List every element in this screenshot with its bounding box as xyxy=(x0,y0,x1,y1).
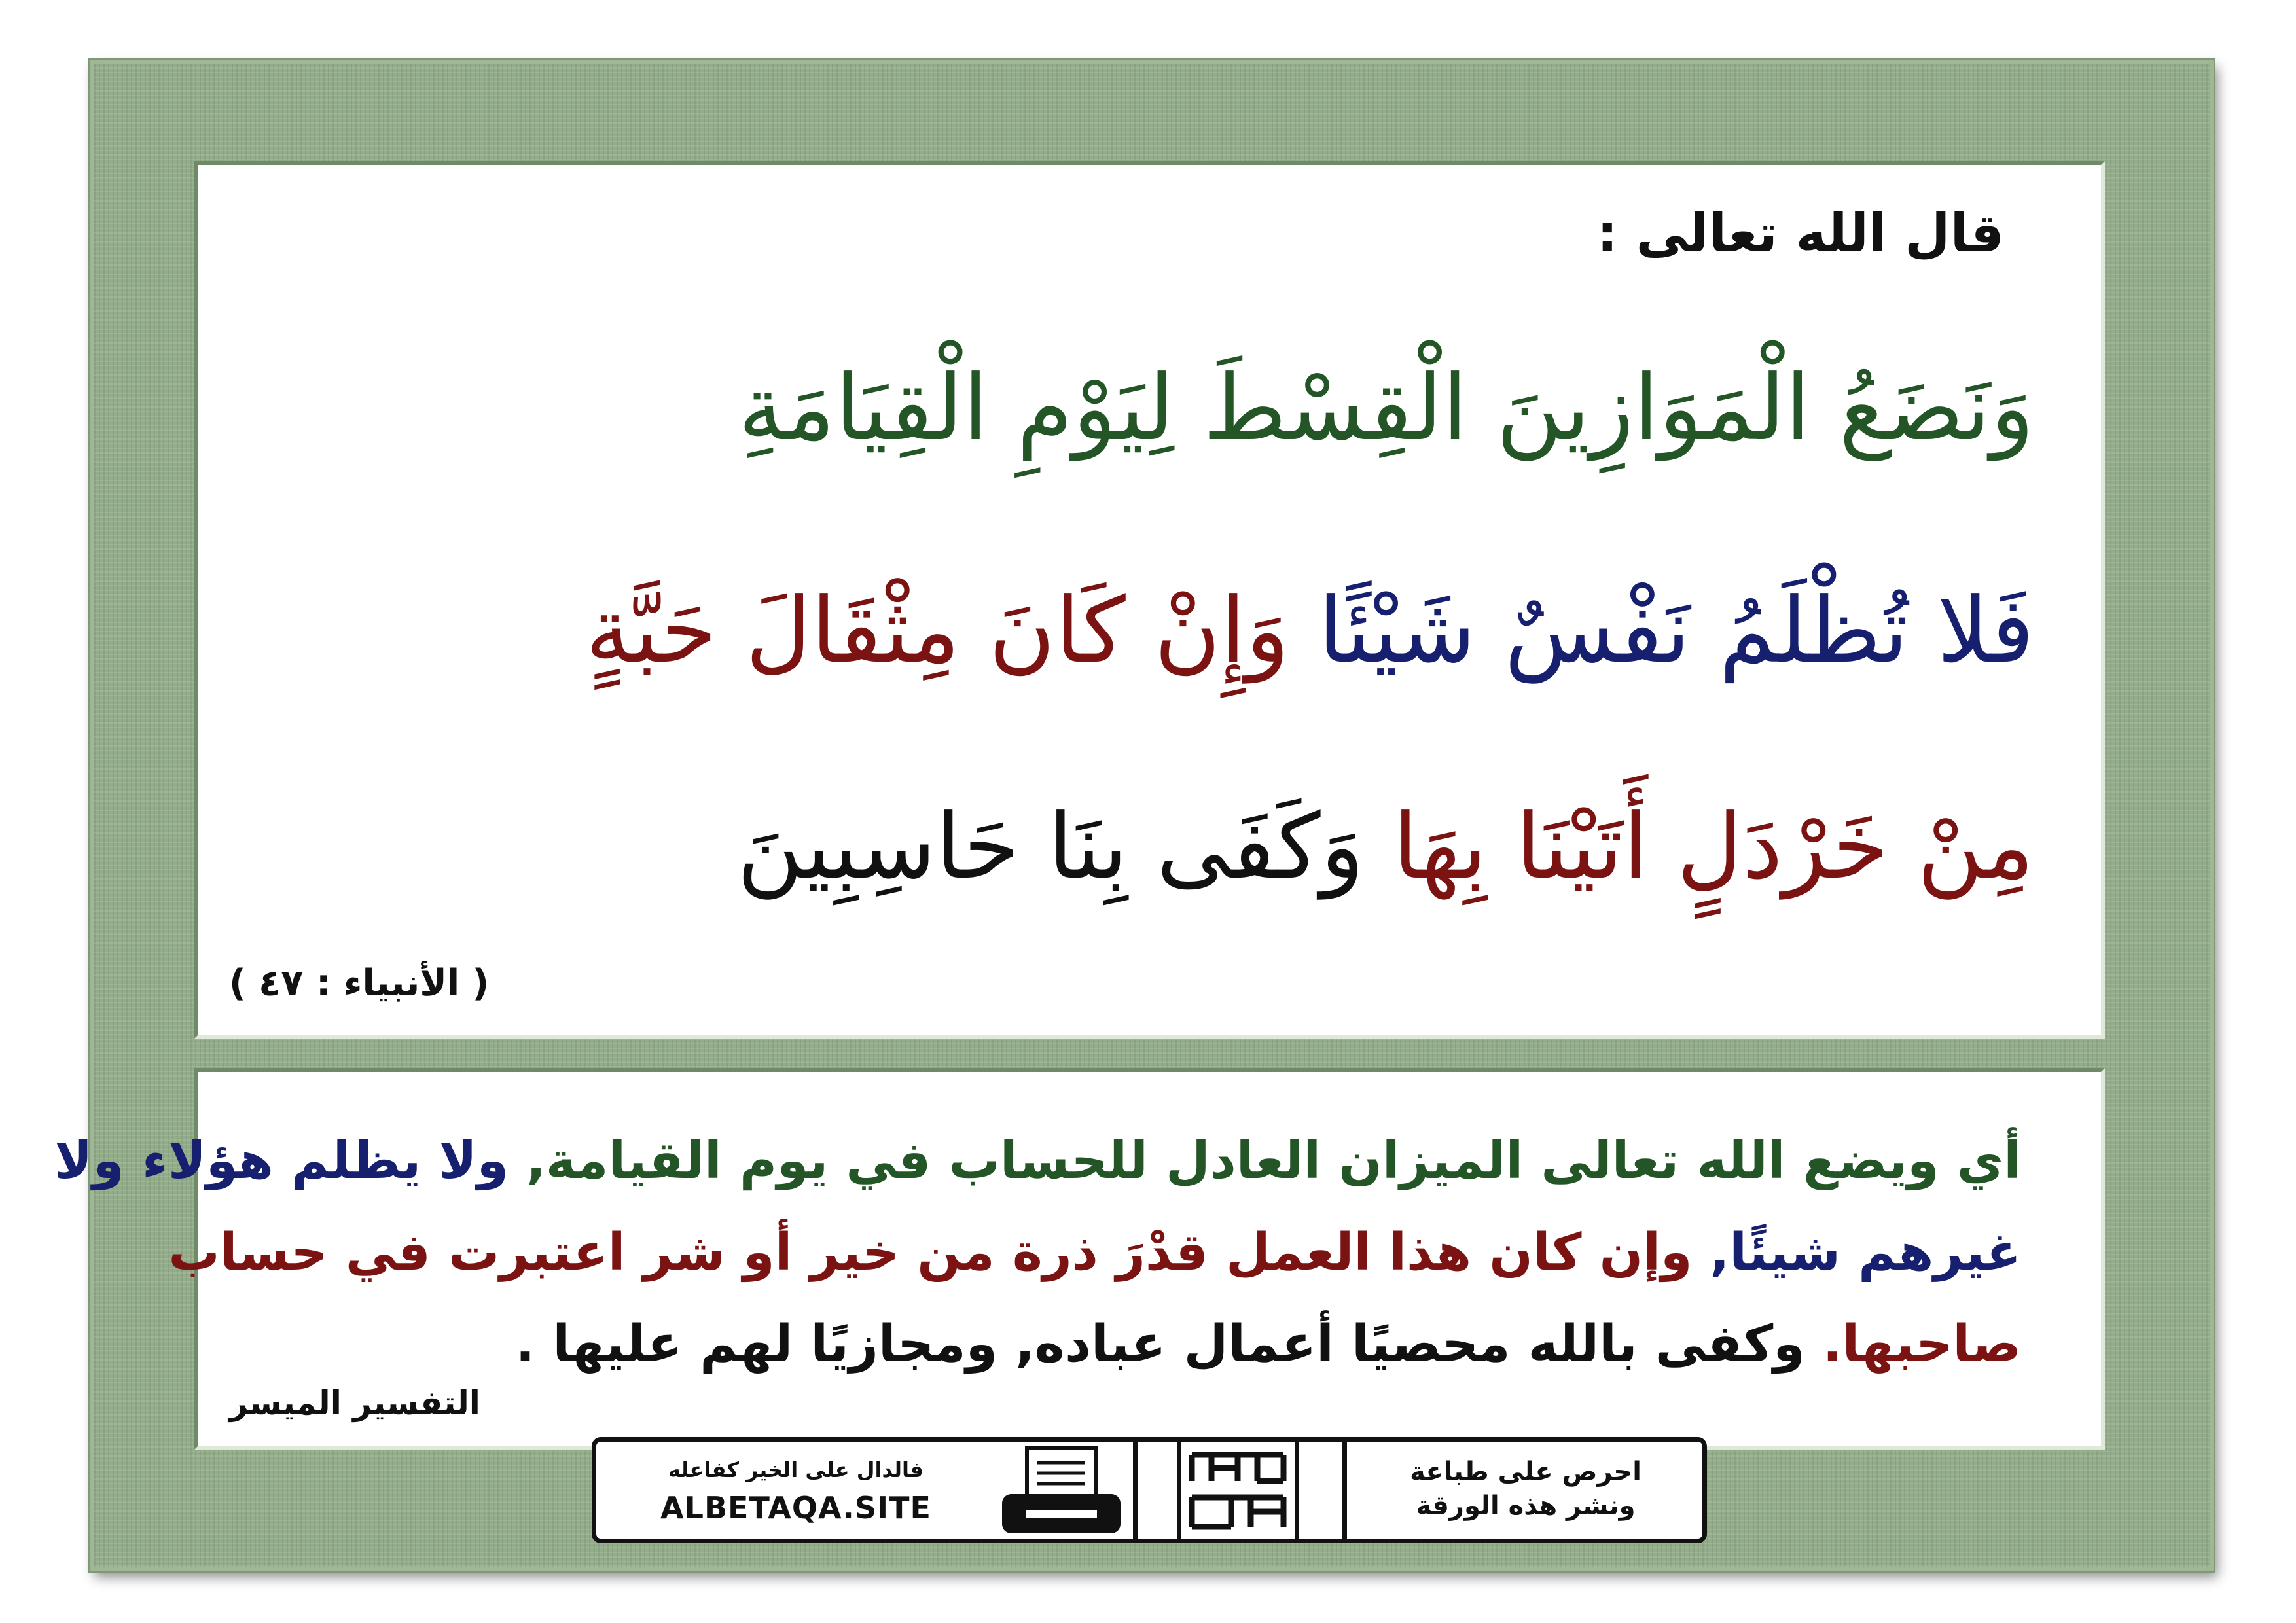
note-block xyxy=(1349,1442,1702,1539)
footer-bar xyxy=(592,1437,1707,1543)
tafsir-line-1 xyxy=(54,1132,2021,1190)
note-line-2: ونشر هذه الورقة xyxy=(1416,1491,1636,1521)
verse-line-1 xyxy=(497,355,2034,461)
verse-line-2 xyxy=(497,578,2034,683)
verse-line-3 xyxy=(497,794,2034,899)
verse-line-1-text: وَنَضَعُ الْمَوَازِينَ الْقِسْطَ لِيَوْمِ الْقِيَامَةِ xyxy=(738,355,2034,461)
site-caption: فالدال على الخير كفاعله xyxy=(668,1457,924,1482)
tafsir-source: التفسير الميسر xyxy=(229,1384,480,1422)
albetaqa-logo xyxy=(1159,1442,1316,1539)
tafsir-line-1-part-b: ولا يظلم هؤلاء ولا xyxy=(54,1132,509,1190)
tafsir-line-3-part-b: وكفى بالله محصيًا أعمال عباده, ومجازيًا لهم عليها . xyxy=(515,1315,1805,1374)
tafsir-line-3-part-a: صاحبها. xyxy=(1822,1315,2021,1374)
tafsir-line-2-part-b: وإن كان هذا العمل قدْرَ ذرة من خير أو شر اعتبرت في حساب xyxy=(168,1223,1693,1282)
verse-line-3-part-a: مِنْ خَرْدَلٍ أَتَيْنَا بِهَا xyxy=(1393,794,2034,899)
note-line-1: احرص على طباعة xyxy=(1410,1457,1641,1487)
footer-divider-2 xyxy=(1342,1442,1347,1539)
printer-block xyxy=(994,1442,1128,1539)
verse-line-2-part-b: وَإِنْ كَانَ مِثْقَالَ حَبَّةٍ xyxy=(585,578,1289,683)
site-url[interactable]: ALBETAQA.SITE xyxy=(660,1490,931,1525)
verse-reference: ( الأنبياء : ٤٧ ) xyxy=(229,962,490,1005)
tafsir-line-2-part-a: غيرهم شيئًا, xyxy=(1710,1223,2021,1282)
footer-divider-1 xyxy=(1133,1442,1138,1539)
intro-heading: قال الله تعالى : xyxy=(1596,203,2004,264)
site-block xyxy=(596,1442,996,1539)
tafsir-line-3 xyxy=(275,1315,2021,1374)
tafsir-line-1-part-a: أي ويضع الله تعالى الميزان العادل للحساب في يوم القيامة, xyxy=(526,1132,2021,1190)
printer-icon xyxy=(994,1442,1128,1539)
verse-line-2-part-a: فَلا تُظْلَمُ نَفْسٌ شَيْئًا xyxy=(1318,578,2034,683)
logo-block xyxy=(1159,1442,1316,1539)
tafsir-line-2 xyxy=(168,1223,2021,1282)
verse-line-3-part-b: وَكَفَى بِنَا حَاسِبِينَ xyxy=(736,794,1365,899)
